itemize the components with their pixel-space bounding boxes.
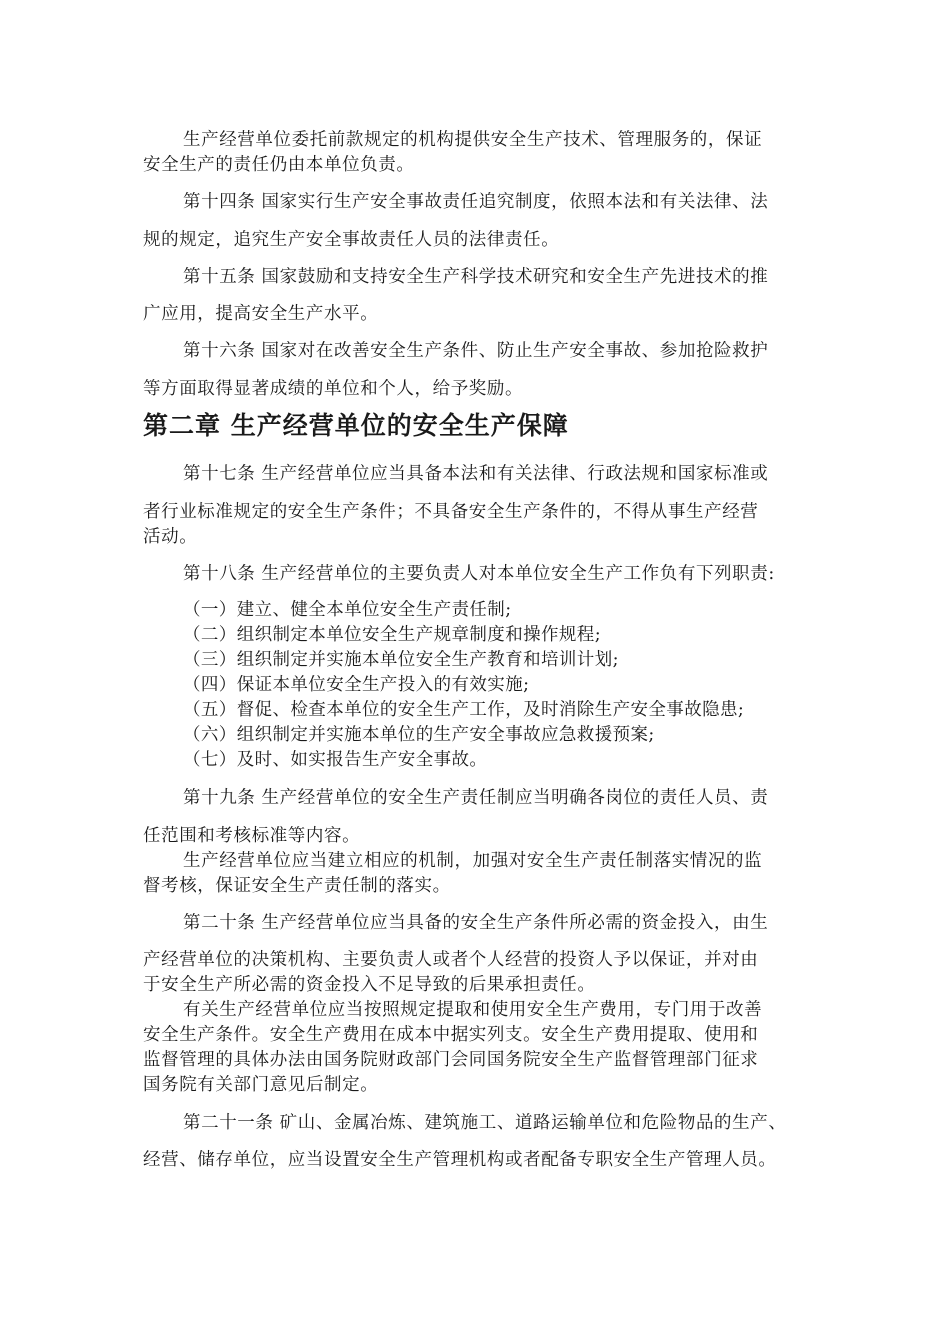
text-line: 安全生产的责任仍由本单位负责。 (143, 155, 415, 175)
text-line: 产经营单位的决策机构、主要负责人或者个人经营的投资人予以保证，并对由 (143, 950, 759, 970)
list-item: （四）保证本单位安全生产投入的有效实施; (183, 675, 530, 695)
text-line: 者行业标准规定的安全生产条件；不具备安全生产条件的，不得从事生产经营 (143, 502, 759, 522)
text-line: 于安全生产所必需的资金投入不足导致的后果承担责任。 (143, 975, 596, 995)
article-16: 第十六条 国家对在改善安全生产条件、防止生产安全事故、参加抢险救护 (183, 341, 769, 361)
text-line: 活动。 (143, 527, 198, 547)
list-item: （六）组织制定并实施本单位的生产安全事故应急救援预案; (183, 725, 655, 745)
text-line: 规的规定，追究生产安全事故责任人员的法律责任。 (143, 230, 560, 250)
list-item: （三）组织制定并实施本单位安全生产教育和培训计划; (183, 650, 619, 670)
chapter-heading: 第二章 生产经营单位的安全生产保障 (143, 411, 569, 440)
article-14: 第十四条 国家实行生产安全事故责任追究制度，依照本法和有关法律、法 (183, 192, 769, 212)
article-20: 第二十条 生产经营单位应当具备的安全生产条件所必需的资金投入，由生 (183, 913, 769, 933)
text-line: 等方面取得显著成绩的单位和个人，给予奖励。 (143, 379, 524, 399)
text-line: 有关生产经营单位应当按照规定提取和使用安全生产费用，专门用于改善 (183, 1000, 763, 1020)
article-17: 第十七条 生产经营单位应当具备本法和有关法律、行政法规和国家标准或 (183, 464, 769, 484)
text-line: 督考核，保证安全生产责任制的落实。 (143, 876, 451, 896)
article-18: 第十八条 生产经营单位的主要负责人对本单位安全生产工作负有下列职责: (183, 564, 775, 584)
article-19: 第十九条 生产经营单位的安全生产责任制应当明确各岗位的责任人员、责 (183, 788, 769, 808)
article-21: 第二十一条 矿山、金属冶炼、建筑施工、道路运输单位和危险物品的生产、 (183, 1113, 787, 1133)
text-line: 经营、储存单位，应当设置安全生产管理机构或者配备专职安全生产管理人员。 (143, 1150, 777, 1170)
article-15: 第十五条 国家鼓励和支持安全生产科学技术研究和安全生产先进技术的推 (183, 267, 769, 287)
list-item: （一）建立、健全本单位安全生产责任制; (183, 600, 512, 620)
list-item: （七）及时、如实报告生产安全事故。 (183, 750, 488, 770)
text-line: 生产经营单位委托前款规定的机构提供安全生产技术、管理服务的，保证 (183, 130, 763, 150)
text-line: 生产经营单位应当建立相应的机制，加强对安全生产责任制落实情况的监 (183, 851, 763, 871)
list-item: （二）组织制定本单位安全生产规章制度和操作规程; (183, 625, 601, 645)
text-line: 安全生产条件。安全生产费用在成本中据实列支。安全生产费用提取、使用和 (143, 1025, 759, 1045)
text-line: 监督管理的具体办法由国务院财政部门会同国务院安全生产监督管理部门征求 (143, 1050, 759, 1070)
text-line: 广应用，提高安全生产水平。 (143, 304, 379, 324)
list-item: （五）督促、检查本单位的安全生产工作，及时消除生产安全事故隐患; (183, 700, 745, 720)
text-line: 任范围和考核标准等内容。 (143, 826, 361, 846)
text-line: 国务院有关部门意见后制定。 (143, 1075, 379, 1095)
